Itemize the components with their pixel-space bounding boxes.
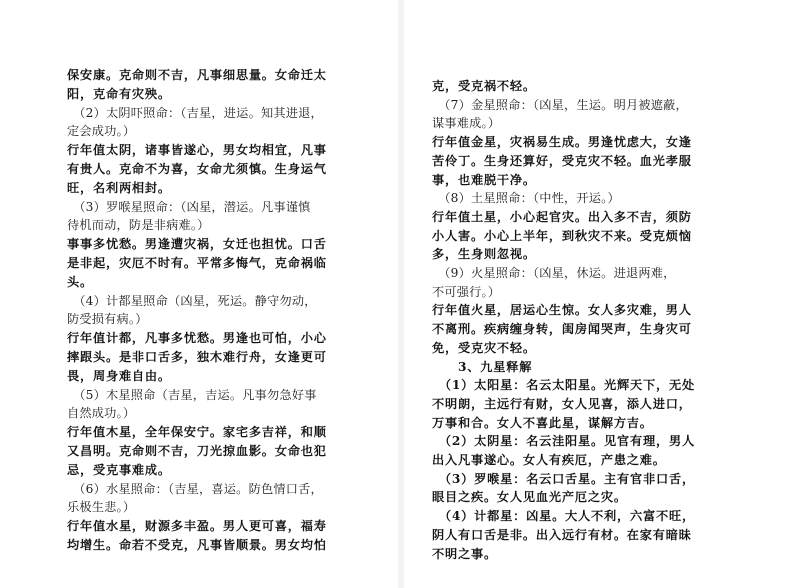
text-line: 忌，受克事难成。 <box>67 462 171 477</box>
text-line: 待机而动，防是非病难。） <box>67 218 210 233</box>
text-line: 行年值木星，全年保安宁。家宅多吉祥，和顺 <box>67 425 327 440</box>
text-line: 克，受克祸不轻。 <box>432 79 536 93</box>
text-line: （4）计都星：凶星。大人不利，六富不旺， <box>432 509 695 524</box>
text-line: 眼目之疾。女人见血光产厄之灾。 <box>432 490 627 505</box>
text-line: 行年值火星，居运心生惊。女人多灾难，男人 <box>432 303 692 318</box>
text-line: 多，生身则忽视。 <box>432 247 536 262</box>
text-line: （3）罗喉星：名云口舌星。主有官非口舌， <box>432 471 695 486</box>
text-line: 畏，周身难自由。 <box>67 368 171 383</box>
text-line: （4）计都星照命（凶星，死运。静守勿动， <box>67 293 317 308</box>
text-line: 出入凡事遂心。女人有疾厄，产患之难。 <box>432 453 666 467</box>
text-line: 事，也难脱干净。 <box>432 172 536 187</box>
text-line: 阳，克命有灾殃。 <box>67 86 171 101</box>
text-line: 防受损有病。） <box>67 312 148 327</box>
text-line: 不可强行。） <box>432 284 501 299</box>
text-line: 免，受克灾不轻。 <box>432 340 536 355</box>
text-line: 行年值金星，灾祸易生成。男逢忧虑大，女逢 <box>432 135 692 150</box>
text-line: 旺，名利两相封。 <box>67 180 171 195</box>
text-line: （7）金星照命：（凶星，生运。明月被遮蔽， <box>432 97 688 112</box>
text-line: 又昌明。克命则不吉，刀光掠血影。女命也犯 <box>67 444 327 458</box>
text-line: 谋事难成。） <box>432 116 501 131</box>
text-line: （6）水星照命：（吉星，喜运。防色情口舌， <box>67 481 323 496</box>
right-page <box>404 0 793 588</box>
text-line: 自然成功。） <box>67 406 136 421</box>
text-line: 保安康。克命则不吉，凡事细思量。女命迁太 <box>67 68 327 82</box>
text-line: 万事和合。女人不喜此星，谋解方吉。 <box>432 415 653 430</box>
text-line: 均增生。命若不受克，凡事皆顺景。男女均怕 <box>67 538 327 552</box>
text-line: 有贵人。克命不为喜，女命尤须慎。生身运气 <box>67 162 327 176</box>
text-line: 是非起，灾厄不时有。平常多悔气，克命祸临 <box>67 256 327 270</box>
text-line: （2）太阴星：名云洼阳星。见官有理，男人 <box>432 434 695 449</box>
text-line: 头。 <box>67 274 93 289</box>
text-line: 事事多忧愁。男逢遭灾祸，女迁也担忧。口舌 <box>67 237 327 252</box>
text-line: 乐极生悲。） <box>67 500 136 515</box>
text-line: 摔跟头。是非口舌多，独木难行舟，女逢更可 <box>67 350 327 364</box>
text-line: （5）木星照命（吉星，吉运。凡事勿急好事 <box>67 387 317 402</box>
text-line: 行年值太阴，诸事皆遂心，男女均相宜，凡事 <box>67 143 327 158</box>
text-line: 行年值计都，凡事多忧愁。男逢也可怕，小心 <box>67 331 327 346</box>
text-line: 苦伶丁。生身还算好，受克灾不轻。血光孝服 <box>432 153 692 168</box>
text-line: （9）火星照命：（凶星，休运。进退两难， <box>432 266 676 280</box>
text-line: （1）太阳星：名云太阳星。光辉天下，无处 <box>432 378 695 393</box>
text-line: （8）土星照命：（中性，开运。） <box>432 191 620 206</box>
text-line: 行年值土星，小心起官灾。出入多不吉，须防 <box>432 209 692 224</box>
text-line: 阴人有口舌是非。出入远行有材。在家有暗昧 <box>432 527 692 542</box>
text-line: 定会成功。） <box>67 124 136 139</box>
text-line: 不离刑。疾病缠身转，闺房闻哭声，生身灾可 <box>432 322 692 337</box>
text-line: （3）罗喉星照命：（凶星，潜运。凡事谨慎 <box>67 199 311 214</box>
text-line: 行年值水星，财源多丰盈。男人更可喜，福寿 <box>67 519 327 534</box>
text-line: 不明朗，主远行有财，女人见喜，添人进口， <box>432 396 692 411</box>
text-line: 不明之事。 <box>432 546 497 561</box>
text-line: （2）太阴吓照命：（吉星，进运。知其进退， <box>67 105 323 120</box>
text-line: 3、九星释解 <box>432 359 533 374</box>
text-line: 小人害。小心上半年，到秋灾不来。受克烦恼 <box>432 228 692 243</box>
